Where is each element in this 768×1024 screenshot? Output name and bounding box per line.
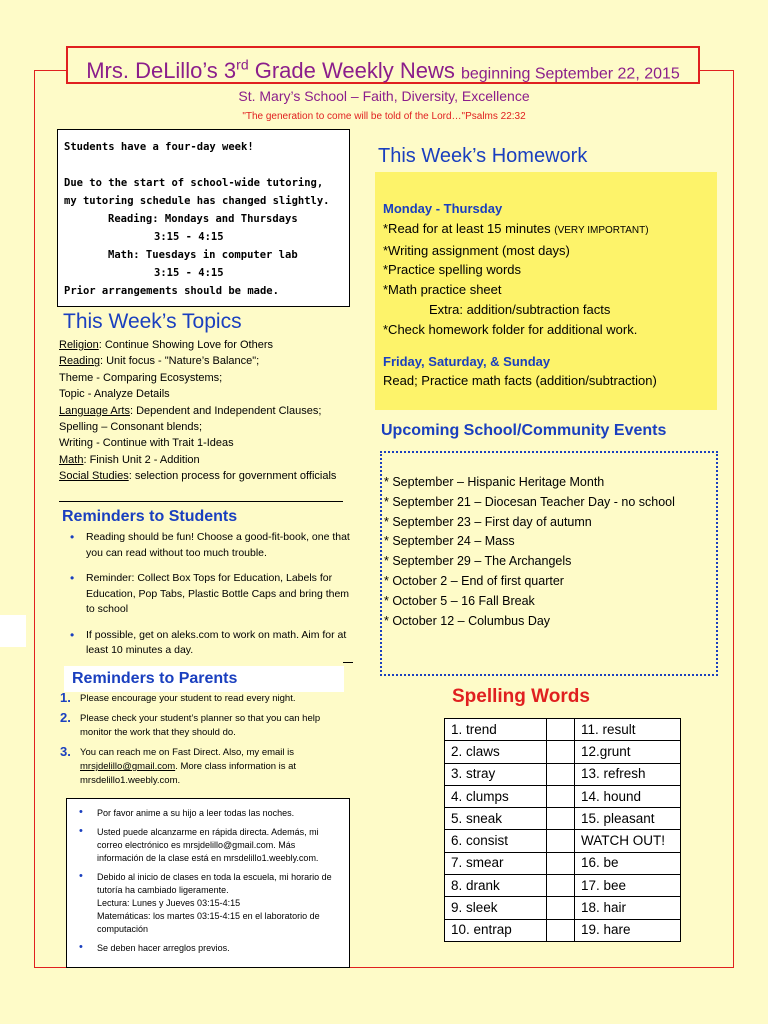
spelling-word: 4. clumps <box>445 785 547 807</box>
event-item: * September 29 – The Archangels <box>384 554 572 569</box>
spelling-word: 13. refresh <box>575 763 681 785</box>
topic-religion: Religion: Continue Showing Love for Others <box>59 339 274 351</box>
notice-line: Students have a four-day week! <box>64 141 254 153</box>
homework-item: *Read for at least 15 minutes (VERY IMPORTANT) <box>383 220 649 236</box>
table-row <box>445 897 681 919</box>
table-row <box>445 763 681 785</box>
notice-line: Reading: Mondays and Thursdays <box>108 213 298 225</box>
spelling-word: 1. trend <box>445 719 547 741</box>
notice-line: Due to the start of school-wide tutoring, <box>64 177 324 189</box>
list-item: • Reading should be fun! Choose a good-fit-book, one that you can read without too much trouble. <box>70 530 350 561</box>
reminders-students-heading: Reminders to Students <box>62 508 238 525</box>
table-row <box>445 919 681 941</box>
title-text-rest: Grade Weekly News <box>248 58 461 84</box>
table-row <box>445 741 681 763</box>
spelling-word: 11. result <box>575 719 681 741</box>
reminders-parents-heading: Reminders to Parents <box>64 666 344 692</box>
topic-writing: Writing - Continue with Trait 1-Ideas <box>59 437 234 450</box>
table-row <box>445 875 681 897</box>
notice-line: 3:15 - 4:15 <box>154 267 224 279</box>
notice-line: my tutoring schedule has changed slightly. <box>64 195 330 207</box>
newsletter-title <box>66 46 700 84</box>
events-heading: Upcoming School/Community Events <box>381 422 667 439</box>
spelling-word: 18. hair <box>575 897 681 919</box>
spelling-word: 19. hare <box>575 919 681 941</box>
event-item: * October 12 – Columbus Day <box>384 613 551 628</box>
spelling-word: WATCH OUT! <box>575 830 681 852</box>
table-row <box>445 830 681 852</box>
list-item: 1. Please encourage your student to read every night. <box>60 690 296 705</box>
spelling-heading: Spelling Words <box>452 686 590 707</box>
spelling-table <box>444 718 681 942</box>
spelling-word: 16. be <box>575 852 681 874</box>
event-item: * September 23 – First day of autumn <box>384 514 592 529</box>
homework-box <box>375 172 717 410</box>
list-item: • Usted puede alcanzarme en rápida directa. Además, mi correo electrónico es mrsjdelillo@gmail.com. Más información de la clase está en mrsdelillo1.weebly.com. <box>77 826 341 865</box>
table-row <box>445 785 681 807</box>
divider <box>59 501 343 502</box>
homework-item: *Check homework folder for additional work. <box>383 321 638 337</box>
homework-item: *Math practice sheet <box>383 282 502 298</box>
event-item: * October 5 – 16 Fall Break <box>384 593 535 608</box>
homework-item: Extra: addition/subtraction facts <box>429 301 611 317</box>
topics-list <box>59 337 349 485</box>
list-item: 2. Please check your student’s planner so that you can help monitor the work that they should do. <box>60 710 321 738</box>
list-item: • Por favor anime a su hijo a leer todas las noches. <box>77 807 341 820</box>
homework-item: *Practice spelling words <box>383 262 522 278</box>
topic-topic: Topic - Analyze Details <box>59 388 170 401</box>
spelling-word: 10. entrap <box>445 919 547 941</box>
weekday-heading: Monday - Thursday <box>383 201 503 216</box>
spelling-word: 12.grunt <box>575 741 681 763</box>
notice-line: Prior arrangements should be made. <box>64 285 279 297</box>
school-motto: St. Mary’s School – Faith, Diversity, Excellence <box>238 88 530 104</box>
spelling-word: 5. sneak <box>445 808 547 830</box>
spelling-word: 8. drank <box>445 875 547 897</box>
divider <box>343 662 353 663</box>
notice-line: 3:15 - 4:15 <box>154 231 224 243</box>
notice-line <box>64 156 343 174</box>
homework-heading: This Week’s Homework <box>378 145 588 167</box>
tutoring-notice <box>57 129 350 307</box>
topic-math: Math: Finish Unit 2 - Addition <box>59 453 200 466</box>
table-row <box>445 852 681 874</box>
reminders-parents-list <box>60 692 350 794</box>
list-item: 3. You can reach me on Fast Direct. Also, my email is mrsjdelillo@gmail.com. More class information is at mrsdelillo1.weebly.com. <box>60 744 297 786</box>
topic-social-studies: Social Studies: selection process for government officials <box>59 470 337 483</box>
table-row <box>445 808 681 830</box>
event-item: * October 2 – End of first quarter <box>384 573 564 588</box>
list-item: • If possible, get on aleks.com to work on math. Aim for at least 10 minutes a day. <box>70 628 350 659</box>
spelling-word: 14. hound <box>575 785 681 807</box>
spelling-word: 7. smear <box>445 852 547 874</box>
event-item: * September 21 – Diocesan Teacher Day - no school <box>384 494 675 509</box>
spelling-word: 6. consist <box>445 830 547 852</box>
list-item: • Debido al inicio de clases en toda la escuela, mi horario de tutoría ha cambiado ligeramente. Lectura: Lunes y Jueves 03:15-4:15 Matemáticas: los martes 03:15-4:15 en el laboratorio de computación <box>77 871 341 936</box>
email-link[interactable]: mrsjdelillo@gmail.com <box>80 761 176 772</box>
spanish-notes <box>66 798 350 968</box>
notice-line: Math: Tuesdays in computer lab <box>108 249 298 261</box>
blank-block <box>0 615 26 647</box>
table-row <box>445 719 681 741</box>
event-item: * September – Hispanic Heritage Month <box>384 475 605 489</box>
spelling-word: 15. pleasant <box>575 808 681 830</box>
title-text: Mrs. DeLillo’s 3 <box>86 58 237 84</box>
spelling-word: 3. stray <box>445 763 547 785</box>
topic-theme: Theme - Comparing Ecosystems; <box>59 371 223 384</box>
spelling-word: 17. bee <box>575 875 681 897</box>
title-superscript: rd <box>236 57 249 73</box>
reminders-students-list <box>70 530 350 669</box>
list-item: • Se deben hacer arreglos previos. <box>77 942 341 955</box>
weekend-heading: Friday, Saturday, & Sunday <box>383 353 551 369</box>
homework-item: *Writing assignment (most days) <box>383 242 570 258</box>
spelling-word: 2. claws <box>445 741 547 763</box>
title-date: beginning September 22, 2015 <box>460 65 680 83</box>
topic-language-arts: Language Arts: Dependent and Independent Clauses; <box>59 404 322 417</box>
event-item: * September 24 – Mass <box>384 534 515 549</box>
scripture-quote: "The generation to come will be told of the Lord…"Psalms 22:32 <box>242 111 526 122</box>
homework-item: Read; Practice math facts (addition/subtraction) <box>383 373 657 389</box>
topic-spelling: Spelling – Consonant blends; <box>59 421 203 434</box>
topics-heading: This Week’s Topics <box>63 310 242 333</box>
topic-reading: Reading: Unit focus - "Nature’s Balance"; <box>59 355 260 368</box>
events-list <box>380 451 718 676</box>
list-item: • Reminder: Collect Box Tops for Education, Labels for Education, Pop Tabs, Plastic Bottle Caps and bring them to school <box>70 571 350 618</box>
spelling-word: 9. sleek <box>445 897 547 919</box>
